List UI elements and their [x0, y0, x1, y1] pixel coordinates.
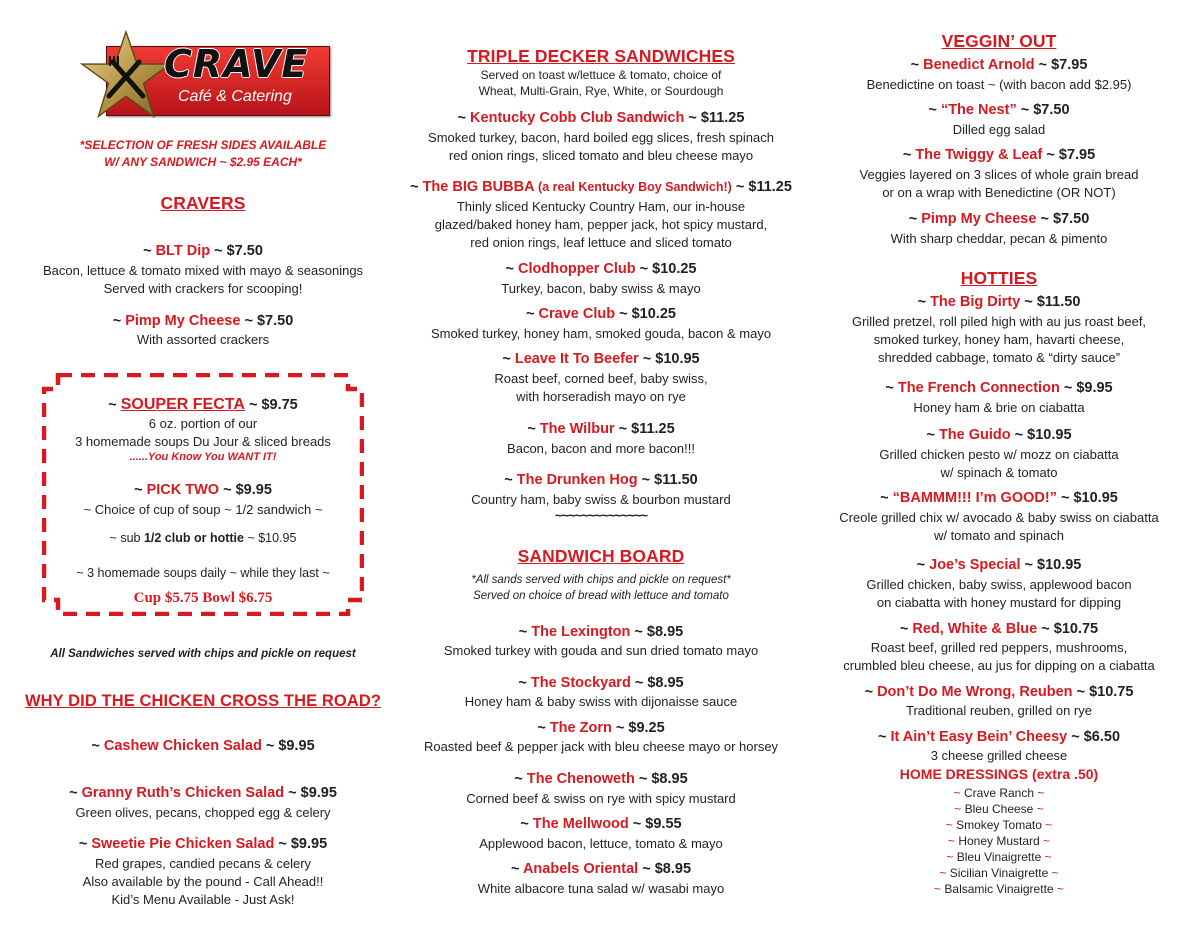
sides-note-line2: W/ ANY SANDWICH ~ $2.95 EACH* — [104, 155, 302, 169]
menu-item-desc: Also available by the pound - Call Ahead!! — [82, 874, 324, 889]
menu-item-desc: With sharp cheddar, pecan & pimento — [890, 231, 1108, 246]
menu-item-desc: Grilled chicken pesto w/ mozz on ciabatta — [879, 447, 1119, 462]
triple-sub: Served on toast w/lettuce & tomato, choice of — [480, 68, 722, 82]
menu-item-title: ~ The Mellwood ~ $9.55 — [520, 816, 682, 832]
triple-sub: Wheat, Multi-Grain, Rye, White, or Sourdough — [478, 84, 724, 98]
menu-item-desc: glazed/baked honey ham, pepper jack, hot spicy mustard, — [434, 217, 768, 232]
menu-item-title: ~ “BAMMM!!! I’m GOOD!” ~ $10.95 — [880, 490, 1118, 506]
menu-item-desc: Roast beef, corned beef, baby swiss, — [494, 371, 708, 386]
logo-tagline: Café & Catering — [178, 88, 292, 105]
home-dressings-heading: HOME DRESSINGS (extra .50) — [899, 766, 1099, 782]
menu-item-desc: Applewood bacon, lettuce, tomato & mayo — [479, 836, 723, 851]
menu-item-title: ~ The Chenoweth ~ $8.95 — [514, 771, 688, 787]
menu-item-title: ~ Kentucky Cobb Club Sandwich ~ $11.25 — [457, 110, 745, 126]
menu-item-desc: Dilled egg salad — [952, 122, 1046, 137]
menu-item-desc: White albacore tuna salad w/ wasabi mayo — [477, 881, 725, 896]
menu-item-title: ~ The French Connection ~ $9.95 — [885, 380, 1113, 396]
dressing-item: ~ Honey Mustard ~ — [947, 834, 1051, 848]
menu-item-title: ~ The Zorn ~ $9.25 — [537, 720, 665, 736]
menu-item-desc: Turkey, bacon, baby swiss & mayo — [501, 281, 701, 296]
sub-option: ~ sub 1/2 club or hottie ~ $10.95 — [109, 531, 297, 545]
menu-item-title: ~ Pimp My Cheese ~ $7.50 — [112, 313, 294, 329]
pick-two-title: ~ PICK TWO ~ $9.95 — [134, 482, 272, 498]
menu-item-desc: Smoked turkey with gouda and sun dried tomato mayo — [443, 643, 759, 658]
menu-item-title: ~ Benedict Arnold ~ $7.95 — [910, 57, 1088, 73]
menu-item-title: ~ BLT Dip ~ $7.50 — [143, 243, 263, 259]
menu-item-desc: Smoked turkey, honey ham, smoked gouda, bacon & mayo — [430, 326, 772, 341]
menu-item-desc: Honey ham & brie on ciabatta — [913, 400, 1085, 415]
pick-two-desc: ~ Choice of cup of soup ~ 1/2 sandwich ~ — [83, 502, 323, 517]
menu-item-title: ~ Clodhopper Club ~ $10.25 — [505, 261, 697, 277]
chicken-heading: WHY DID THE CHICKEN CROSS THE ROAD? — [24, 692, 382, 710]
menu-item-title: ~ Leave It To Beefer ~ $10.95 — [502, 351, 700, 367]
menu-item-desc: Creole grilled chix w/ avocado & baby swiss on ciabatta — [839, 510, 1159, 525]
menu-item-title: ~ The Big Dirty ~ $11.50 — [917, 294, 1081, 310]
dressing-item: ~ Sicilian Vinaigrette ~ — [939, 866, 1059, 880]
dressing-item: ~ Bleu Vinaigrette ~ — [946, 850, 1052, 864]
souper-fecta-title: ~ SOUPER FECTA ~ $9.75 — [108, 396, 298, 413]
menu-item-desc: Grilled pretzel, roll piled high with au jus roast beef, — [851, 314, 1147, 329]
menu-item-title: ~ It Ain’t Easy Bein’ Cheesy ~ $6.50 — [877, 729, 1121, 745]
menu-item-title: ~ Red, White & Blue ~ $10.75 — [899, 621, 1099, 637]
menu-item-title: ~ The Twiggy & Leaf ~ $7.95 — [902, 147, 1096, 163]
hotties-heading: HOTTIES — [960, 268, 1038, 288]
menu-item-desc: 3 cheese grilled cheese — [930, 748, 1068, 763]
menu-item-title: ~ Granny Ruth’s Chicken Salad ~ $9.95 — [69, 785, 337, 801]
menu-item-desc: Corned beef & swiss on rye with spicy mustard — [466, 791, 736, 806]
menu-item-desc: Roast beef, grilled red peppers, mushrooms, — [870, 640, 1128, 655]
menu-item-title: ~ Crave Club ~ $10.25 — [526, 306, 676, 322]
menu-item-desc: crumbled bleu cheese, au jus for dipping on a ciabatta — [843, 658, 1155, 673]
menu-item-desc: shredded cabbage, tomato & “dirty sauce” — [877, 350, 1121, 365]
menu-item-desc: Benedictine on toast ~ (with bacon add $2.95) — [866, 77, 1132, 92]
menu-item-desc: or on a wrap with Benedictine (OR NOT) — [882, 185, 1116, 200]
board-sub: Served on choice of bread with lettuce and tomato — [473, 590, 729, 602]
menu-item-desc: Smoked turkey, bacon, hard boiled egg slices, fresh spinach — [428, 130, 774, 145]
fork-knife-icon — [101, 52, 151, 102]
cravers-heading: CRAVERS — [160, 193, 246, 213]
dressing-item: ~ Balsamic Vinaigrette ~ — [934, 882, 1064, 896]
sides-note-line1: *SELECTION OF FRESH SIDES AVAILABLE — [79, 138, 327, 152]
menu-item-title: ~ Pimp My Cheese ~ $7.50 — [908, 211, 1090, 227]
menu-item-title: ~ The BIG BUBBA (a real Kentucky Boy Sandwich!) ~ $11.25 — [410, 179, 792, 195]
menu-item-desc: Veggies layered on 3 slices of whole grain bread — [859, 167, 1139, 182]
dressing-item: ~ Smokey Tomato ~ — [945, 818, 1053, 832]
menu-item-desc: red onion rings, sliced tomato and bleu cheese mayo — [448, 148, 754, 163]
menu-item-desc: red onion rings, leaf lettuce and sliced tomato — [470, 235, 732, 250]
crave-logo — [82, 30, 332, 130]
menu-item-desc: Kid’s Menu Available - Just Ask! — [111, 892, 295, 907]
souper-desc: 6 oz. portion of our — [148, 416, 258, 431]
menu-item-desc: Red grapes, candied pecans & celery — [94, 856, 312, 871]
souper-desc: 3 homemade soups Du Jour & sliced breads — [75, 434, 331, 449]
menu-item-desc: Grilled chicken, baby swiss, applewood bacon — [866, 577, 1132, 592]
menu-item-title: ~ The Lexington ~ $8.95 — [518, 624, 684, 640]
board-sub: *All sands served with chips and pickle on request* — [471, 574, 731, 586]
menu-item-desc: Country ham, baby swiss & bourbon mustard — [471, 492, 731, 507]
menu-item-title: ~ Anabels Oriental ~ $8.95 — [510, 861, 692, 877]
menu-item-title: ~ “The Nest” ~ $7.50 — [928, 102, 1070, 118]
dressing-item: ~ Bleu Cheese ~ — [954, 802, 1044, 816]
tilde-divider: ~~~~~~~~~~~~~~ — [554, 508, 648, 523]
menu-item-desc: Honey ham & baby swiss with dijonaisse sauce — [464, 694, 738, 709]
menu-item-desc: Bacon, lettuce & tomato mixed with mayo & seasonings — [42, 263, 364, 278]
menu-item-desc: w/ tomato and spinach — [933, 528, 1065, 543]
souper-tagline: ......You Know You WANT IT! — [129, 451, 277, 463]
dressing-item: ~ Crave Ranch ~ — [953, 786, 1045, 800]
menu-item-desc: smoked turkey, honey ham, havarti cheese, — [873, 332, 1125, 347]
menu-item-desc: w/ spinach & tomato — [940, 465, 1058, 480]
menu-item-desc: Bacon, bacon and more bacon!!! — [507, 441, 695, 456]
menu-item-desc: Roasted beef & pepper jack with bleu cheese mayo or horsey — [423, 739, 779, 754]
menu-item-title: ~ Don’t Do Me Wrong, Reuben ~ $10.75 — [864, 684, 1134, 700]
sandwich-board-heading: SANDWICH BOARD — [517, 546, 685, 566]
menu-item-title: ~ Joe’s Special ~ $10.95 — [916, 557, 1082, 573]
menu-item-title: ~ The Drunken Hog ~ $11.50 — [504, 472, 698, 488]
menu-item-desc: Traditional reuben, grilled on rye — [906, 703, 1092, 718]
menu-item-desc: on ciabatta with honey mustard for dipping — [876, 595, 1122, 610]
menu-item-desc: Served with crackers for scooping! — [103, 281, 303, 296]
menu-item-desc: Green olives, pecans, chopped egg & celery — [75, 805, 331, 820]
menu-item-desc: Thinly sliced Kentucky Country Ham, our in-house — [456, 199, 746, 214]
all-sandwiches-note: All Sandwiches served with chips and pickle on request — [50, 648, 356, 660]
menu-item-title: ~ Sweetie Pie Chicken Salad ~ $9.95 — [78, 836, 328, 852]
menu-item-title: ~ The Wilbur ~ $11.25 — [527, 421, 675, 437]
menu-item-title: ~ The Stockyard ~ $8.95 — [518, 675, 684, 691]
menu-item-title: ~ The Guido ~ $10.95 — [926, 427, 1072, 443]
triple-decker-heading: TRIPLE DECKER SANDWICHES — [467, 46, 735, 66]
logo-word: CRAVE — [164, 42, 309, 86]
menu-item-title: ~ Cashew Chicken Salad ~ $9.95 — [91, 738, 315, 754]
veggin-heading: VEGGIN’ OUT — [941, 31, 1057, 51]
cup-bowl-price: Cup $5.75 Bowl $6.75 — [133, 590, 273, 606]
menu-item-desc: with horseradish mayo on rye — [516, 389, 686, 404]
menu-item-desc: With assorted crackers — [136, 332, 270, 347]
daily-soups-note: ~ 3 homemade soups daily ~ while they last ~ — [76, 566, 330, 580]
